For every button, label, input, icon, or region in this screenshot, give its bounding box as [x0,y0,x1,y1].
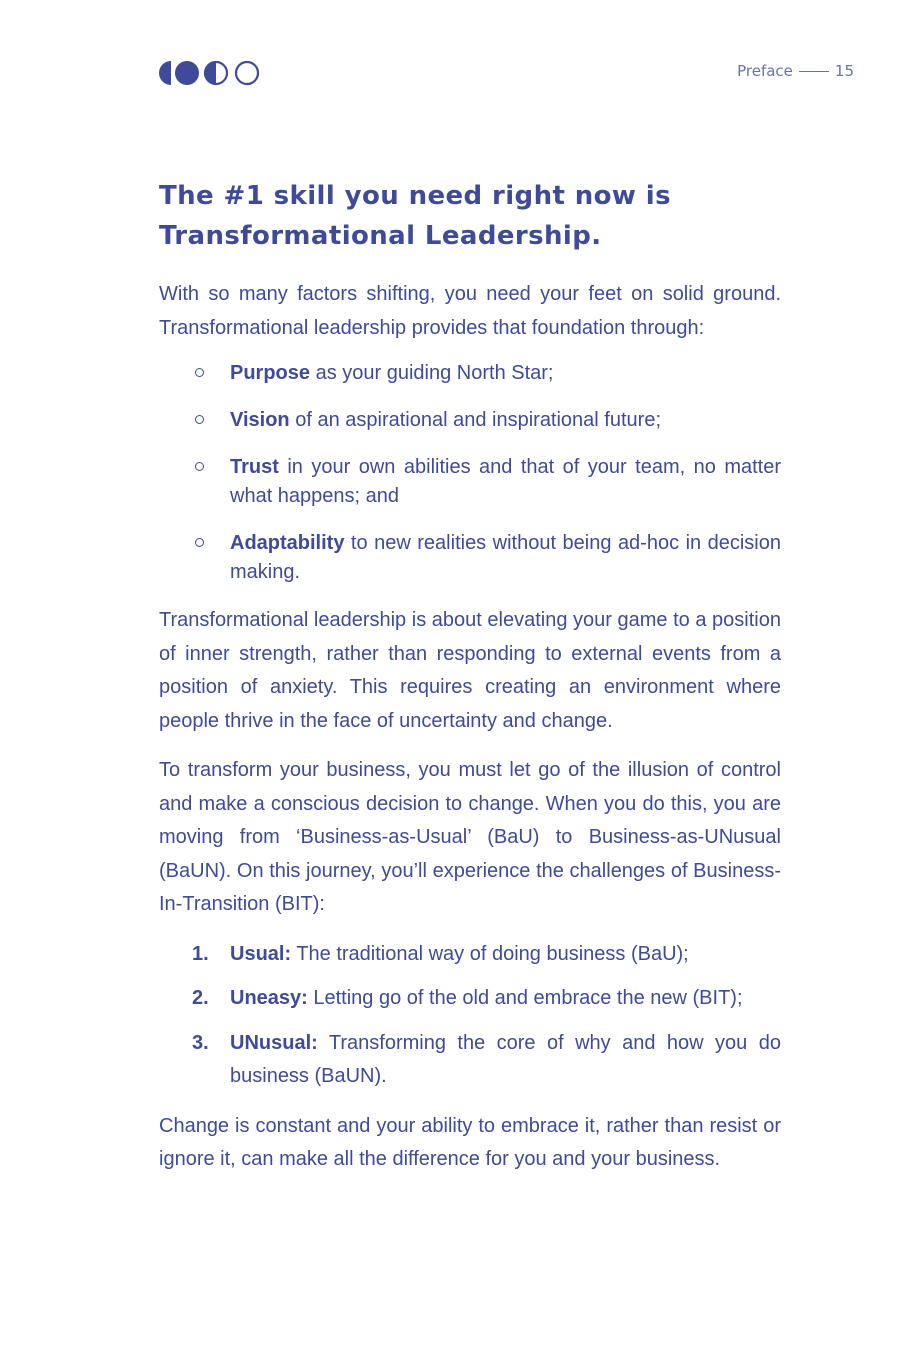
stage-number: 1. [192,942,209,965]
page-body [159,176,781,1177]
closing-paragraph: Change is constant and your ability to embrace it, rather than resist or ignore it, can make all the difference for you and your business. [159,1114,781,1170]
pillar-term: Adaptability [230,532,345,554]
pillar-text: to new realities without being ad-hoc in decision making. [230,532,781,583]
circle-bullet-icon [195,368,204,377]
running-head [737,62,854,80]
stage-text: The traditional way of doing business (BaU); [291,942,689,965]
stage-term: Usual: [230,942,292,965]
pillar-text: of an aspirational and inspirational future; [289,409,662,431]
pillar-term: Purpose [230,362,311,384]
moon-phases-logo-icon [158,60,262,86]
stage-term: Uneasy: [230,987,308,1009]
transformation-paragraph: To transform your business, you must let go of the illusion of control and make a conscious decision to change. When you do this, you are moving from ‘Business-as-Usual’ (BaU) to Business-as-UNusual (BaUN). On this journey, you’ll experience the challenges of Business-In-Transition (BIT): [159,759,781,915]
intro-paragraph: With so many factors shifting, you need your feet on solid ground. Transformational leadership provides that foundation through: [159,283,781,339]
list-item [159,982,781,1016]
pillar-term: Vision [230,409,290,431]
page-number: 15 [834,62,854,80]
stage-text: Transforming the core of why and how you do business (BaUN). [230,1031,781,1087]
circle-bullet-icon [195,415,204,424]
list-item [159,938,781,972]
stage-number: 3. [192,1031,209,1054]
stage-term: UNusual: [230,1031,318,1054]
stages-list [159,938,781,1094]
list-item [159,406,781,435]
list-item [159,359,781,388]
list-item [159,1027,781,1094]
pillar-term: Trust [230,456,279,478]
running-head-rule [799,71,829,72]
stage-text: Letting go of the old and embrace the new (BIT); [307,987,743,1009]
section-heading: The #1 skill you need right now is Transformational Leadership. [159,181,671,251]
pillar-text: as your guiding North Star; [310,362,554,384]
list-item [159,529,781,587]
pillars-list [159,359,781,587]
section-title: Preface [737,62,793,80]
leadership-paragraph: Transformational leadership is about elevating your game to a position of inner strength, rather than responding to external events from a position of anxiety. This requires creating an environment where people thrive in the face of uncertainty and change. [159,609,781,732]
circle-bullet-icon [195,538,204,547]
list-item [159,453,781,511]
pillar-text: in your own abilities and that of your team, no matter what happens; and [230,456,781,507]
stage-number: 2. [192,987,209,1009]
circle-bullet-icon [195,462,204,471]
